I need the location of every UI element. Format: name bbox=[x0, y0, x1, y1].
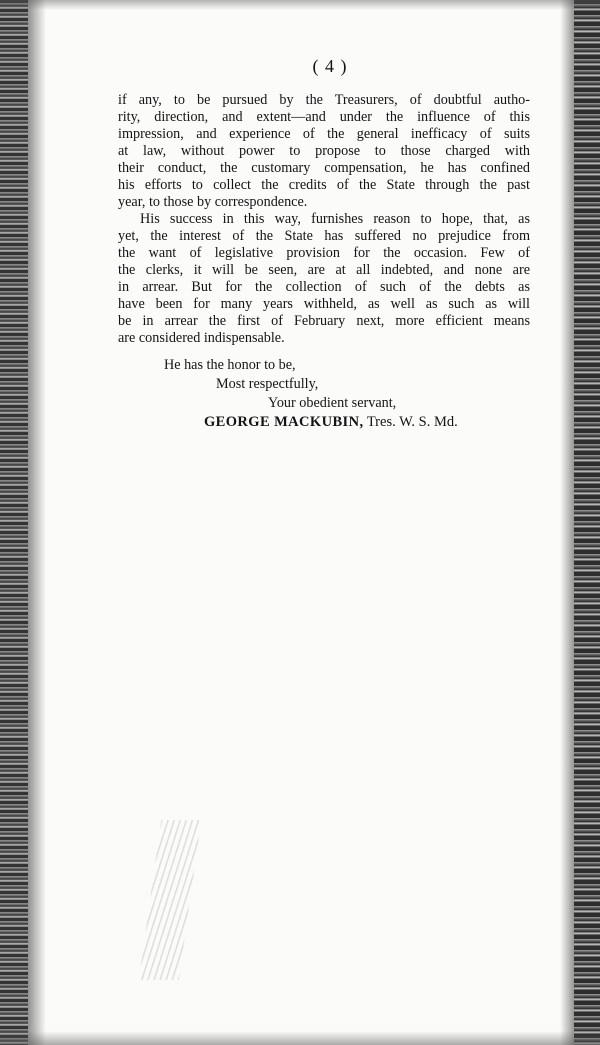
text-line: impression, and experience of the general inefficacy of suits bbox=[118, 126, 530, 142]
text-line: the clerks, it will be seen, are at all indebted, and none are bbox=[118, 262, 530, 278]
text-line: have been for many years withheld, as well as such as will bbox=[118, 296, 530, 312]
closing-line-servant: Your obedient servant, bbox=[268, 395, 397, 411]
closing-line-respectfully: Most respectfully, bbox=[216, 376, 319, 392]
text-line: are considered indispensable. bbox=[118, 330, 285, 346]
signature-name: GEORGE MACKUBIN, bbox=[204, 414, 364, 430]
text-line: be in arrear the first of February next, more efficient means bbox=[118, 313, 530, 329]
closing-line-honor: He has the honor to be, bbox=[164, 357, 296, 373]
letter-body bbox=[118, 92, 530, 347]
signature-line bbox=[204, 414, 458, 431]
text-line: the want of legislative provision for the occasion. Few of bbox=[118, 245, 530, 261]
scan-binding-edge-left bbox=[0, 0, 28, 1045]
text-line: if any, to be pursued by the Treasurers, of doubtful autho- bbox=[118, 92, 530, 108]
signature-title: Tres. W. S. Md. bbox=[363, 414, 458, 430]
paragraph-continuation bbox=[118, 92, 530, 211]
text-line: at law, without power to propose to those charged with bbox=[118, 143, 530, 159]
scan-binding-edge-right bbox=[574, 0, 600, 1045]
text-line: year, to those by correspondence. bbox=[118, 194, 308, 210]
paragraph-success bbox=[118, 211, 530, 347]
scan-smudge bbox=[139, 820, 201, 980]
text-line: His success in this way, furnishes reason to hope, that, as bbox=[140, 211, 530, 227]
text-line: yet, the interest of the State has suffered no prejudice from bbox=[118, 228, 530, 244]
text-line: his efforts to collect the credits of the State through the past bbox=[118, 177, 530, 193]
scan-shadow-top bbox=[0, 0, 600, 10]
scan-shadow-right bbox=[560, 0, 574, 1045]
scan-shadow-left bbox=[28, 0, 46, 1045]
page-number: ( 4 ) bbox=[312, 56, 348, 76]
text-line: their conduct, the customary compensation, he has confined bbox=[118, 160, 530, 176]
scan-shadow-bottom bbox=[0, 1031, 600, 1045]
text-line: in arrear. But for the collection of such of the debts as bbox=[118, 279, 530, 295]
text-line: rity, direction, and extent—and under the influence of this bbox=[118, 109, 530, 125]
